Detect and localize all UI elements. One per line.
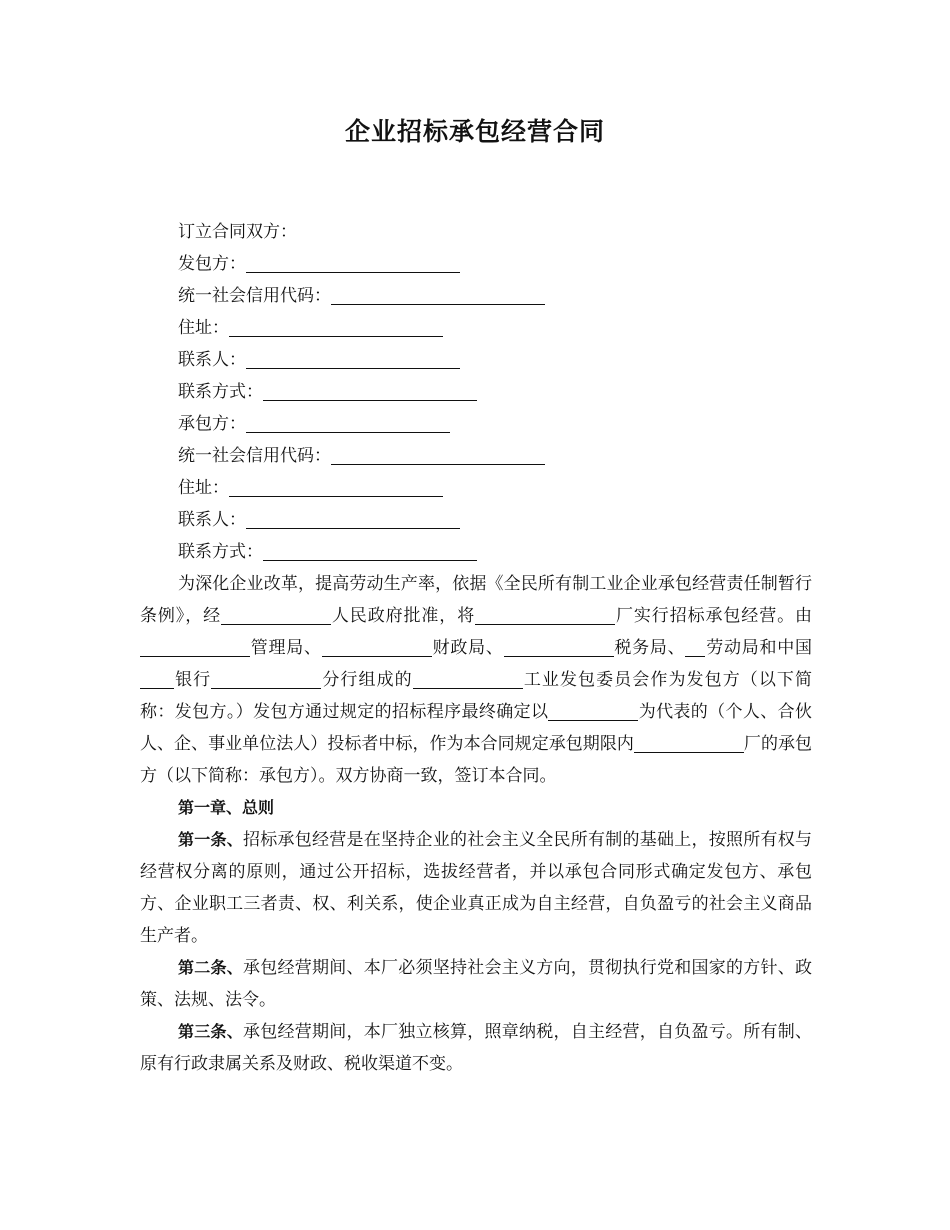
party-field	[140, 280, 812, 312]
article-text: 承包经营期间、本厂必须坚持社会主义方向，贯彻执行党和国家的方针、政策、法规、法令。	[140, 958, 812, 1010]
preamble-paragraph: 为深化企业改革，提高劳动生产率，依据《全民所有制工业企业承包经营责任制暂行条例》，经 人民政府批准，将 厂实行招标承包经营。由管理局、 财政局、 税务局、 劳动局和中国银行 分行组成的 工业发包委员会作为发包方（以下简称：发包方。）发包方通过规定的招标程序最终确定以 为代表的（个人、合伙人、企、事业单位法人）投标者中标，作为本合同规定承包期限内 厂的承包方（以下简称：承包方）。双方协商一致，签订本合同。	[140, 574, 813, 786]
fill-in-blank	[504, 634, 614, 657]
fill-in-blank	[548, 698, 638, 721]
field-label: 联系人：	[178, 350, 246, 370]
article-text: 承包经营期间，本厂独立核算，照章纳税，自主经营，自负盈亏。所有制、原有行政隶属关系及财政、税收渠道不变。	[140, 1022, 812, 1074]
chapter-heading: 第一章、总则	[178, 798, 275, 817]
article-label: 第三条、	[178, 1022, 243, 1041]
fill-in-blank	[229, 474, 443, 497]
article-text: 招标承包经营是在坚持企业的社会主义全民所有制的基础上，按照所有权与经营权分离的原则，通过公开招标，选拔经营者，并以承包合同形式确定发包方、承包方、企业职工三者责、权、利关系，使企业真正成为自主经营，自负盈亏的社会主义商品生产者。	[140, 830, 812, 946]
party-field	[140, 472, 812, 504]
fill-in-blank	[475, 602, 615, 625]
fill-in-blank	[221, 602, 331, 625]
field-label: 承包方：	[178, 414, 246, 434]
party-field	[140, 312, 812, 344]
article-paragraph	[140, 952, 812, 1016]
article-label: 第二条、	[178, 958, 243, 977]
fill-in-blank	[685, 634, 705, 657]
fill-in-blank	[140, 634, 250, 657]
party-field	[140, 376, 812, 408]
fill-in-blank	[634, 730, 744, 753]
field-label: 住址：	[178, 318, 229, 338]
field-label: 统一社会信用代码：	[178, 286, 331, 306]
field-label: 统一社会信用代码：	[178, 446, 331, 466]
fill-in-blank	[246, 410, 450, 433]
field-label: 联系方式：	[178, 382, 263, 402]
fill-in-blank	[246, 250, 460, 273]
party-field	[140, 440, 812, 472]
fill-in-blank	[331, 282, 545, 305]
fill-in-blank	[246, 506, 460, 529]
field-label: 联系人：	[178, 510, 246, 530]
fill-in-blank	[322, 634, 432, 657]
document-title: 企业招标承包经营合同	[344, 117, 605, 146]
fill-in-blank	[413, 666, 523, 689]
fill-in-blank	[229, 314, 443, 337]
parties-intro: 订立合同双方：	[178, 222, 297, 242]
fill-in-blank	[211, 666, 321, 689]
fill-in-blank	[263, 378, 477, 401]
article-paragraph	[140, 1016, 812, 1080]
fill-in-blank	[331, 442, 545, 465]
party-field	[140, 504, 812, 536]
party-field	[140, 408, 812, 440]
field-label: 联系方式：	[178, 542, 263, 562]
fill-in-blank	[263, 538, 477, 561]
article-paragraph	[140, 824, 812, 952]
document-body	[140, 216, 812, 1080]
party-field	[140, 536, 812, 568]
party-field	[140, 248, 812, 280]
article-label: 第一条、	[178, 830, 243, 849]
party-field	[140, 344, 812, 376]
field-label: 发包方：	[178, 254, 246, 274]
fill-in-blank	[140, 666, 174, 689]
field-label: 住址：	[178, 478, 229, 498]
fill-in-blank	[246, 346, 460, 369]
